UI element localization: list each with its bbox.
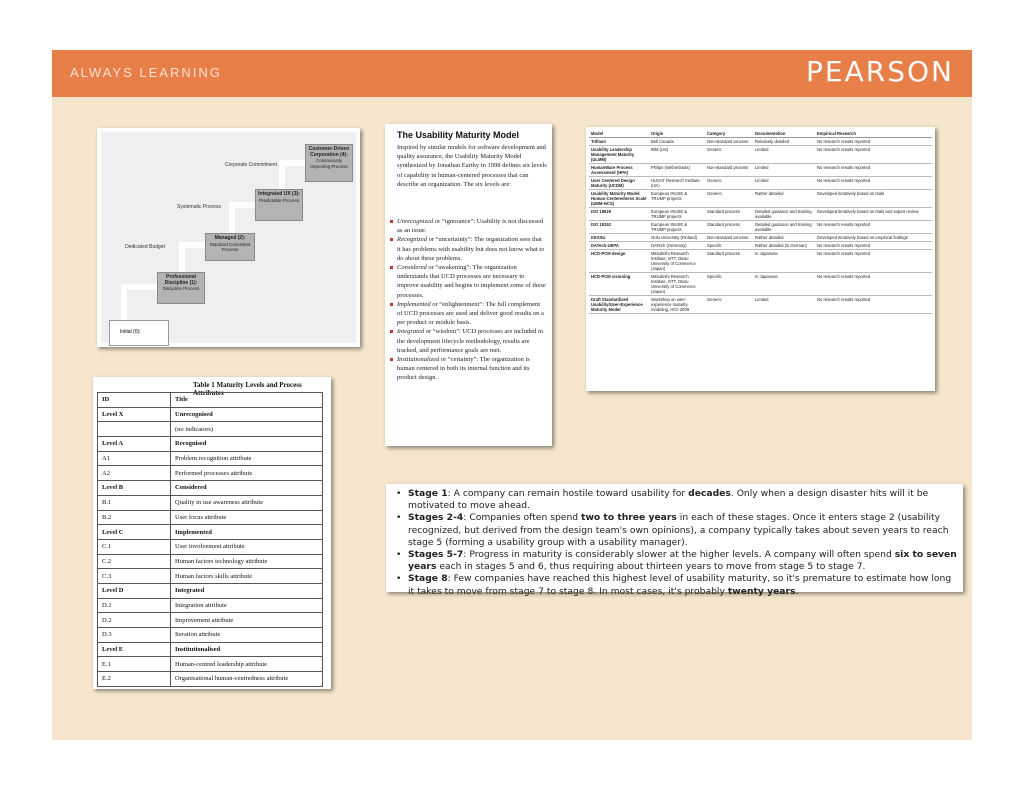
stage-emphasis: twenty years [727,585,796,597]
table-cell: Level D [98,583,171,598]
comparison-header-row [589,130,932,138]
table-cell: C.1 [98,539,171,554]
table-cell: Mitsubishi Research Institute, NTT, Otaru University of Commerce (Japan) [649,250,705,273]
stage-label: Stage 8 [408,573,448,585]
stage-emphasis: two to three years [581,512,677,524]
table-cell: No research results reported [815,221,932,234]
table-row [98,451,323,466]
table-row [98,437,323,452]
maturity-levels-table-panel [93,377,331,689]
table-cell: No research results reported [815,146,932,164]
table-cell: Detailed guidance and training available [753,208,815,221]
table-row [589,208,932,221]
table-cell: Relatively detailed [753,138,815,146]
table-cell: IBM (US) [649,146,705,164]
table-row [589,273,932,296]
table-cell: Trillium [589,138,649,146]
table-row [98,657,323,672]
list-item [389,327,547,355]
table-row [589,250,932,273]
table-cell: European INUSE & TRUMP projects [649,208,705,221]
table-cell: Specific [705,273,753,296]
table-cell: User Centered Design Maturity (UCDM) [589,177,649,190]
header-cell: Documentation [753,130,815,138]
table-cell: Standard process [705,250,753,273]
table-cell: Level C [98,525,171,540]
list-item [389,235,547,263]
table-cell: Mitsubishi Research Institute, NTT, Otaru University of Commerce (Japan) [649,273,705,296]
table-cell: Limited [753,164,815,177]
table-row [98,672,323,687]
table-cell: Unrecognised [171,407,323,422]
table-cell: Level B [98,481,171,496]
table-cell: Level A [98,437,171,452]
table-cell: Human factors skills attribute [171,569,323,584]
table-cell: Improvement attribute [171,613,323,628]
stage-item [396,488,958,512]
maturity-levels-table [97,392,323,687]
stage-text: each in stages 5 and 6, thus requiring about thirteen years to move from stage 5 to stage 7. [436,561,866,573]
table-cell: ISO 18529 [589,208,649,221]
stage-emphasis: decades [688,488,731,499]
stages-list [396,488,958,598]
stage-text: in each of these stages. Once it enters stage 2 (usability recognized, but derived from the design team's own opinions), a company typically takes about seven years to reach stage 5 (forming a usability group with a usability manager). [408,512,949,548]
table-cell: Organisational human-centredness attribute [171,672,323,687]
table-cell: Implemented [171,525,323,540]
table-cell: D.2 [98,613,171,628]
level-1-box: Professional Discipline (1): Discipline Process [157,272,205,304]
table-cell: A2 [98,466,171,481]
table-cell: Generic [705,177,753,190]
table-cell: Institutionalised [171,642,323,657]
table-cell: No research results reported [815,296,932,314]
table-row [98,539,323,554]
pearson-logo: PEARSON [806,55,954,88]
table-row [98,642,323,657]
label-dedicated-budget: Dedicated Budget [125,244,165,250]
table-row [589,190,932,208]
table-cell: KESSU [589,234,649,242]
umm-levels-list [389,217,547,383]
stage-label: Stages 2-4 [408,512,464,524]
always-learning-tagline: ALWAYS LEARNING [70,65,222,80]
list-item [389,263,547,300]
level-term: Institutionalized [397,356,440,364]
table-cell: Oulu University (Finland) [649,234,705,242]
table-cell: No research results reported [815,250,932,273]
level-term: Implemented [397,300,431,308]
level-term: Unrecognized [397,218,434,225]
table-cell: Generic [705,296,753,314]
list-item [389,355,547,383]
maturity-staircase-diagram [97,128,360,347]
list-item [389,300,547,328]
header-cell: Title [171,393,323,408]
table-cell: Human factors technology attribute [171,554,323,569]
table-cell: Level E [98,642,171,657]
table-cell: Draft Standardized Usability/User-Experience Maturity Model [589,296,649,314]
table-cell: Usability Maturity Model: Human-Centeredness Scale (UMM-HCS) [589,190,649,208]
table-cell: D.1 [98,598,171,613]
stage-item [396,573,958,597]
table-row [98,525,323,540]
header-cell: Category [705,130,753,138]
table-cell: HCD-PCM visioning [589,273,649,296]
level-description: or “wisdom”: UCD processes are included in the development lifecycle methodology, results are tracked, and performance goals are met. [397,328,544,354]
table-row [589,146,932,164]
table-cell: No research results reported [815,242,932,250]
table-cell: European INUSE & TRUMP projects [649,190,705,208]
table-row [98,569,323,584]
stage-text: : Few companies have reached this highest level of usability maturity, so it's premature to estimate how long it takes to move from stage 7 to stage 8. In most cases, it's probably [408,573,952,597]
stage-item [396,512,958,549]
table-cell: B.1 [98,495,171,510]
table-cell: Workshop on user-experience maturity modeling, HCII 2009 [649,296,705,314]
table-cell: ISO 18152 [589,221,649,234]
table-cell: Generic [705,146,753,164]
table-cell: Integrated [171,583,323,598]
table-cell: Developed iteratively based on trials and expert review [815,208,932,221]
stage-text: . [795,585,799,597]
table-cell: Limited [753,177,815,190]
table-cell: D.3 [98,628,171,643]
stage-text: : Companies often spend [463,512,582,524]
level-term: Recognized [397,236,427,244]
table-cell: HUSAT Research Institute (UK) [649,177,705,190]
label-corporate-commitment: Corporate Commitment [225,162,277,168]
table-cell: Performed processes attribute [171,466,323,481]
table-row [98,407,323,422]
table-cell: Limited [753,296,815,314]
stage-label: Stages 5-7 [408,549,464,561]
table-cell: Non-standard process [705,164,753,177]
table-row [589,296,932,314]
table-cell: Rather detailed [753,190,815,208]
table-cell: In Japanese [753,273,815,296]
table-cell: B.2 [98,510,171,525]
header-cell: Empirical Research [815,130,932,138]
table-cell: Rather detailed [753,234,815,242]
table-cell: Specific [705,242,753,250]
table-row [589,234,932,242]
model-comparison-table [589,130,932,314]
model-comparison-panel [586,127,935,391]
level-description: or “certainty”: The organization is human centered in both its internal function and its product design. [397,356,530,382]
table-cell: C.2 [98,554,171,569]
table-row [589,138,932,146]
table-cell: A1 [98,451,171,466]
table-cell: Developed iteratively based on empirical findings [815,234,932,242]
header-cell: Origin [649,130,705,138]
table-cell: HumanWare Process Assessment (HPA) [589,164,649,177]
stage-item [396,549,958,573]
level-2-box: Managed (2): Standard Consistent Process [205,233,255,261]
table-cell: Quality in use awareness attribute [171,495,323,510]
table-row [98,422,323,437]
table-cell: Developed iteratively based on trials [815,190,932,208]
table-row [98,466,323,481]
table-row [98,628,323,643]
table-title: Table 1 Maturity Levels and Process Attributes [193,381,302,397]
stage-text: : Progress in maturity is considerably slower at the higher levels. A company will often spend [463,549,895,561]
table-cell: Problem recognition attribute [171,451,323,466]
table-cell: Integration attribute [171,598,323,613]
step-arrow-icon [121,284,157,320]
umm-title: The Usability Maturity Model [397,130,520,140]
table-cell: Iteration attribute [171,628,323,643]
header-cell: Model [589,130,649,138]
table-cell: User involvement attribute [171,539,323,554]
table-cell: Non-standard process [705,234,753,242]
table-cell: E.2 [98,672,171,687]
table-cell: Bell Canada [649,138,705,146]
stage-text: : A company can remain hostile toward usability for [447,488,689,499]
label-systematic-process: Systematic Process [177,204,221,210]
level-description: or “enlightenment”: The full complement of UCD processes are used and deliver good results on a per product or module basis. [397,300,544,327]
table-cell: Recognised [171,437,323,452]
list-item [389,217,547,235]
table-cell: Considered [171,481,323,496]
table-row [98,510,323,525]
table-cell: Generic [705,190,753,208]
table-cell: In Japanese [753,250,815,273]
table-row [589,221,932,234]
table-row [98,583,323,598]
table-cell: HCD-PCM design [589,250,649,273]
table-cell: Rather detailed (in German) [753,242,815,250]
stage-label: Stage 1 [408,488,448,499]
table-row [98,481,323,496]
level-4-box: Customer-Driven Corporation (4): Continuously Improving Process [305,144,353,182]
level-initial: Initial (0): [109,320,169,346]
level-term: Integrated [397,328,425,336]
table-row [589,177,932,190]
table-cell: User focus attribute [171,510,323,525]
table-cell: No research results reported [815,138,932,146]
table-cell: Standard process [705,221,753,234]
table-row [98,495,323,510]
table-row [98,613,323,628]
usability-maturity-model-panel [385,124,552,446]
table-cell: (no indicators) [171,422,323,437]
table-row [98,598,323,613]
table-cell: European INUSE & TRUMP projects [649,221,705,234]
table-cell: Level X [98,407,171,422]
table-cell: Non-standard process [705,138,753,146]
table-row [98,554,323,569]
table-cell [98,422,171,437]
table-cell: DATech (Germany) [649,242,705,250]
umm-intro: Inspired by similar models for software development and quality assurance, the Usability Maturity Model synthesized by Jonathan Earthy in 1998 defines six levels of capability in human-centered processes that can describe an organization. The six levels are: [397,144,547,188]
table-header-row [98,393,323,408]
header-cell: ID [98,393,171,408]
table-cell: Human-centred leadership attribute [171,657,323,672]
table-cell: Limited [753,146,815,164]
stage-text: . Only when a design disaster hits will it be motivated to move ahead. [408,488,929,512]
level-description: or “uncertainty”: The organization sees that it has problems with usability but does not know what to do about these problems. [397,236,545,262]
level-description: or “awakening”: The organization understands that UCD processes are necessary to improve usability and begins to implement some of these processes. [397,264,546,299]
level-description: or “ignorance”: Usability is not discussed as an issue. [397,218,543,235]
table-cell: Usability Leadership Management Maturity (ULMM) [589,146,649,164]
table-cell: C.3 [98,569,171,584]
table-row [589,242,932,250]
table-cell: No research results reported [815,164,932,177]
table-cell: No research results reported [815,273,932,296]
stage-emphasis: six to seven years [408,549,957,573]
level-term: Considered [397,264,427,272]
table-cell: Standard process [705,208,753,221]
table-cell: DATech-UEPA [589,242,649,250]
header-banner [52,50,972,97]
level-3-box: Integrated UX (3): Predictable Process [255,189,303,221]
table-row [589,164,932,177]
table-cell: Philips (Netherlands) [649,164,705,177]
table-cell: E.1 [98,657,171,672]
stages-panel [386,484,963,597]
table-cell: No research results reported [815,177,932,190]
table-cell: Detailed guidance and training available [753,221,815,234]
